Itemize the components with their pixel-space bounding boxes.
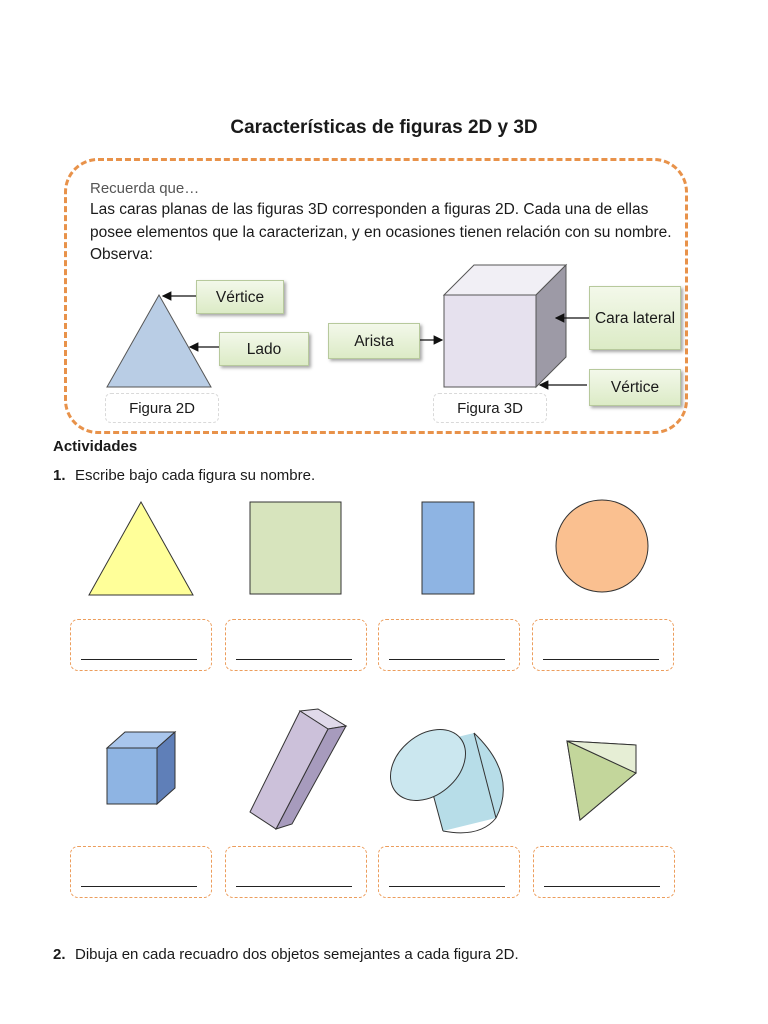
- answer-box[interactable]: [225, 619, 367, 671]
- answer-box[interactable]: [70, 619, 212, 671]
- label-cara-lateral: Cara lateral: [589, 286, 681, 350]
- page-title: Características de figuras 2D y 3D: [230, 117, 538, 138]
- item2-number: 2.: [53, 946, 66, 963]
- label-vertice-2d: Vértice: [196, 280, 284, 314]
- answer-box[interactable]: [70, 846, 212, 898]
- answer-box[interactable]: [533, 846, 675, 898]
- answer-box[interactable]: [378, 846, 520, 898]
- answer-box[interactable]: [532, 619, 674, 671]
- item2-text: Dibuja en cada recuadro dos objetos semejantes a cada figura 2D.: [75, 946, 519, 963]
- answer-box[interactable]: [378, 619, 520, 671]
- caption-figura-2d: Figura 2D: [105, 393, 219, 423]
- recuerda-body: Las caras planas de las figuras 3D corresponden a figuras 2D. Cada una de ellas posee elementos que la caracterizan, y en ocasiones tienen relación con su nombre. Observa:: [90, 201, 672, 263]
- label-arista: Arista: [328, 323, 420, 359]
- yellow-triangle: [89, 502, 193, 595]
- label-lado: Lado: [219, 332, 309, 366]
- example-cube: [444, 265, 566, 387]
- green-pyramid: [567, 741, 636, 820]
- answer-box[interactable]: [225, 846, 367, 898]
- actividades-heading: Actividades: [53, 438, 138, 455]
- blue-cube: [107, 732, 175, 804]
- green-square: [250, 502, 341, 594]
- caption-figura-3d: Figura 3D: [433, 393, 547, 423]
- label-vertice-3d: Vértice: [589, 369, 681, 406]
- purple-prism: [250, 709, 346, 829]
- cyan-cylinder: [377, 715, 504, 833]
- item1-text: Escribe bajo cada figura su nombre.: [75, 467, 316, 484]
- recuerda-heading: Recuerda que…: [90, 180, 200, 197]
- blue-rectangle: [422, 502, 474, 594]
- peach-circle: [556, 500, 648, 592]
- item1-number: 1.: [53, 467, 66, 484]
